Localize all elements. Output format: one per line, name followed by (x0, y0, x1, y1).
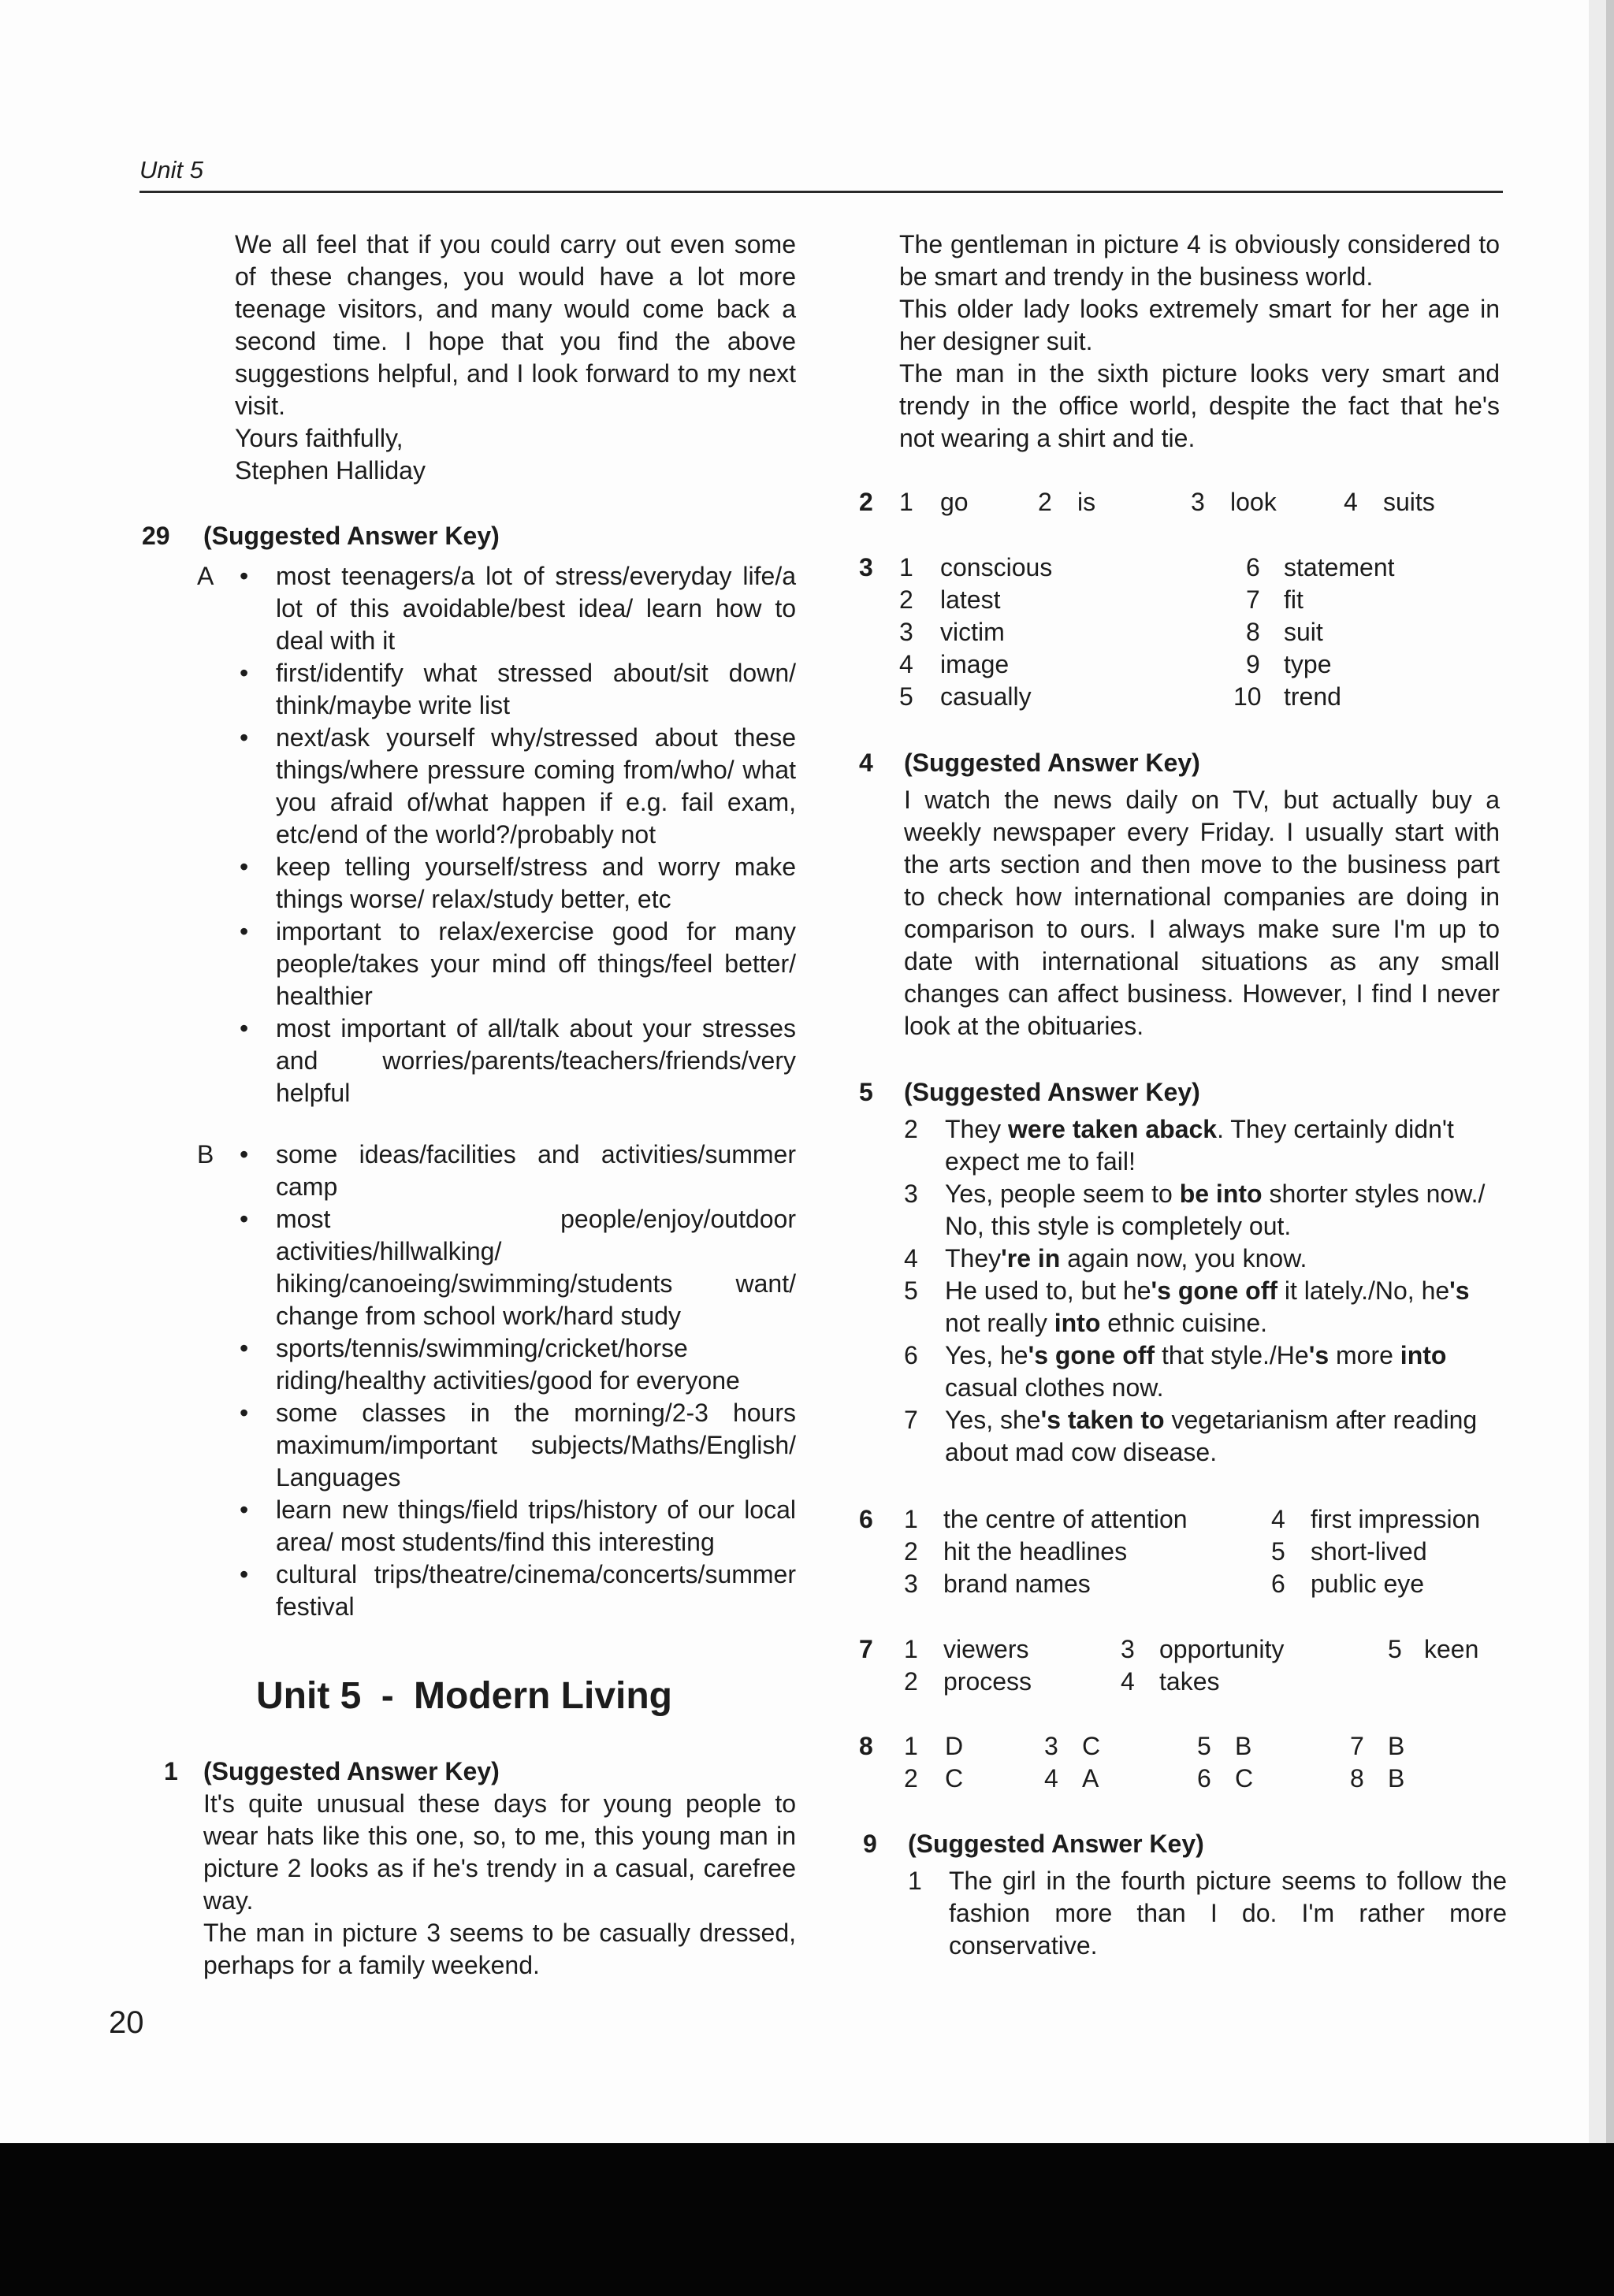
bullet-icon: • (240, 917, 249, 946)
page-edge-shadow (1589, 0, 1606, 2143)
q8-answers (904, 1730, 1519, 1801)
q3-a-2: latest (940, 585, 1001, 614)
q5-answer-row (904, 1178, 1500, 1243)
bullet-item (235, 851, 796, 916)
q3-n-8: 8 (1246, 618, 1260, 646)
q8-n-7: 7 (1350, 1732, 1364, 1760)
q5-answer-number: 7 (904, 1406, 918, 1434)
q29-b-label: B (197, 1140, 214, 1168)
bullet-text: most important of all/talk about your stresses and worries/parents/teachers/friends/very helpful (276, 1014, 796, 1107)
q8-n-3: 3 (1044, 1732, 1058, 1760)
q5-answer-row (904, 1339, 1500, 1404)
q5-answer-text: casual clothes now. (945, 1373, 1164, 1402)
unit-title-dash: - (381, 1675, 394, 1717)
q3-number: 3 (859, 553, 873, 581)
q5-answer-text: Yes, he (945, 1341, 1028, 1369)
q1-right-para-3: The man in the sixth picture looks very smart and trendy in the office world, despite the fact that he's not wearing a shirt and tie. (899, 359, 1500, 452)
q3-n-7: 7 (1246, 585, 1260, 614)
q7-a-2: process (943, 1667, 1032, 1696)
q7-a-5: keen (1424, 1635, 1479, 1663)
q5-block (904, 1076, 1500, 1469)
q5-answer-text: They (945, 1244, 1002, 1272)
page-edge (1606, 0, 1614, 2143)
q8-a-5: B (1235, 1732, 1252, 1760)
q8-a-3: C (1082, 1732, 1101, 1760)
q5-key-phrase: into (1054, 1309, 1101, 1337)
q5-answer-number: 6 (904, 1341, 918, 1369)
q9-block (908, 1828, 1507, 1962)
bullet-text: sports/tennis/swimming/cricket/horse riding/healthy activities/good for everyone (276, 1334, 740, 1395)
page-number: 20 (109, 2005, 144, 2040)
q3-a-1: conscious (940, 553, 1053, 581)
q5-answer-text: it lately./No, he (1277, 1276, 1450, 1305)
q4-heading: (Suggested Answer Key) (904, 749, 1200, 777)
q9-item (908, 1865, 1507, 1962)
q5-answer-row (904, 1275, 1500, 1339)
q5-answer-text: shorter styles now./ No, this style is completely out. (945, 1180, 1486, 1240)
bullet-icon: • (240, 1334, 249, 1362)
bullet-text: some ideas/facilities and activities/summer camp (276, 1140, 796, 1201)
q2-n-3: 3 (1191, 488, 1205, 516)
q5-key-phrase: 's (1449, 1276, 1470, 1305)
q8-a-7: B (1388, 1732, 1405, 1760)
q3-n-2: 2 (899, 585, 913, 614)
q7-n-5: 5 (1388, 1635, 1402, 1663)
q8-n-5: 5 (1197, 1732, 1211, 1760)
q6-n-3: 3 (904, 1570, 918, 1598)
bullet-item (235, 722, 796, 851)
q5-answer-text: not really (945, 1309, 1054, 1337)
q5-answer-text: vegetarianism after reading about mad cow disease. (945, 1406, 1478, 1466)
q1-right-para-1: The gentleman in picture 4 is obviously considered to be smart and trendy in the business world. (899, 230, 1500, 291)
q8-a-1: D (945, 1732, 964, 1760)
q29-heading: (Suggested Answer Key) (203, 522, 500, 550)
q5-answer-row (904, 1404, 1500, 1469)
q8-a-8: B (1388, 1764, 1405, 1793)
q9-item-text: The girl in the fourth picture seems to follow the fashion more than I do. I'm rather more conservative. (949, 1867, 1507, 1960)
q6-a-1: the centre of attention (943, 1505, 1188, 1533)
q7-n-4: 4 (1121, 1667, 1135, 1696)
bullet-item (235, 560, 796, 657)
q7-a-3: opportunity (1159, 1635, 1285, 1663)
bullet-item (235, 1494, 796, 1559)
q5-heading: (Suggested Answer Key) (904, 1078, 1200, 1106)
q9-heading: (Suggested Answer Key) (908, 1830, 1204, 1858)
q2-answers (899, 486, 1514, 519)
q2-a-4: suits (1383, 488, 1435, 516)
q7-a-1: viewers (943, 1635, 1029, 1663)
q29-b-list (235, 1139, 796, 1623)
q8-a-6: C (1235, 1764, 1254, 1793)
q6-number: 6 (859, 1505, 873, 1533)
q8-n-1: 1 (904, 1732, 918, 1760)
q3-a-5: casually (940, 682, 1032, 711)
bullet-icon: • (240, 562, 249, 590)
q3-n-4: 4 (899, 650, 913, 678)
q3-a-4: image (940, 650, 1010, 678)
q5-key-phrase: 's gone off (1028, 1341, 1155, 1369)
bullet-icon: • (240, 1399, 249, 1427)
q1-right-para-2: This older lady looks extremely smart for her age in her designer suit. (899, 295, 1500, 355)
q6-a-5: short-lived (1311, 1537, 1427, 1566)
q2-a-2: is (1077, 488, 1096, 516)
q3-a-10: trend (1284, 682, 1341, 711)
bullet-text: next/ask yourself why/stressed about these things/where pressure coming from/who/ what you afraid of/what happen if e.g. fail exam, etc/end of the world?/probably not (276, 723, 796, 849)
q3-answers (899, 552, 1514, 717)
q1-number: 1 (164, 1757, 178, 1785)
q5-answer-text: He used to, but he (945, 1276, 1151, 1305)
q5-answer-row (904, 1113, 1500, 1178)
q1-right (899, 228, 1500, 455)
q7-answers (904, 1633, 1519, 1704)
q4-text: I watch the news daily on TV, but actually buy a weekly newspaper every Friday. I usually start with the arts section and then move to the business part to check how international companies are doing in comparison to ours. I always make sure I'm up to date with international situations as any small changes can affect business. However, I find I never look at the obituaries. (904, 786, 1500, 1040)
bullet-icon: • (240, 723, 249, 752)
q5-answer-text: . They certainly didn't expect me to fail! (945, 1115, 1454, 1176)
bullet-item (235, 1559, 796, 1623)
bullet-text: most people/enjoy/outdoor activities/hillwalking/ hiking/canoeing/swimming/students want/ change from school work/hard study (276, 1205, 796, 1330)
bullet-item (235, 1203, 796, 1332)
q2-a-1: go (940, 488, 969, 516)
q1-para-1: It's quite unusual these days for young people to wear hats like this one, so, to me, this young man in picture 2 looks as if he's trendy in a casual, carefree way. (203, 1789, 796, 1915)
bullet-text: keep telling yourself/stress and worry make things worse/ relax/study better, etc (276, 853, 796, 913)
q8-n-2: 2 (904, 1764, 918, 1793)
bullet-item (235, 657, 796, 722)
q2-n-1: 1 (899, 488, 913, 516)
q7-number: 7 (859, 1635, 873, 1663)
q9-item-number: 1 (908, 1867, 922, 1895)
q3-n-10: 10 (1233, 682, 1262, 711)
scan-bottom-bar (0, 2143, 1614, 2296)
q5-answer-row (904, 1243, 1500, 1275)
bullet-text: important to relax/exercise good for many people/takes your mind off things/feel better/ healthier (276, 917, 796, 1010)
q4-number: 4 (859, 749, 873, 777)
bullet-item (235, 1332, 796, 1397)
letter-closing: Yours faithfully, (235, 424, 404, 452)
q29-a-list (235, 560, 796, 1109)
q9-number: 9 (863, 1830, 877, 1858)
q29-number: 29 (142, 522, 170, 550)
q3-a-8: suit (1284, 618, 1323, 646)
bullet-item (235, 1012, 796, 1109)
q5-key-phrase: were taken aback (1008, 1115, 1218, 1143)
bullet-text: most teenagers/a lot of stress/everyday life/a lot of this avoidable/best idea/ learn how to deal with it (276, 562, 796, 655)
q5-rows (904, 1113, 1500, 1469)
bullet-text: cultural trips/theatre/cinema/concerts/summer festival (276, 1560, 796, 1621)
q3-n-1: 1 (899, 553, 913, 581)
bullet-item (235, 1139, 796, 1203)
running-header: Unit 5 (139, 156, 203, 184)
q7-n-1: 1 (904, 1635, 918, 1663)
q6-n-6: 6 (1271, 1570, 1285, 1598)
bullet-icon: • (240, 659, 249, 687)
q8-number: 8 (859, 1732, 873, 1760)
q6-a-6: public eye (1311, 1570, 1425, 1598)
q6-n-2: 2 (904, 1537, 918, 1566)
q5-key-phrase: 're in (1001, 1244, 1061, 1272)
q1-heading: (Suggested Answer Key) (203, 1757, 500, 1785)
q5-answer-number: 2 (904, 1115, 918, 1143)
q5-key-phrase: 's taken to (1040, 1406, 1165, 1434)
q5-answer-text: Yes, she (945, 1406, 1041, 1434)
q5-answer-text: that style./He (1155, 1341, 1309, 1369)
q6-n-1: 1 (904, 1505, 918, 1533)
bullet-icon: • (240, 1014, 249, 1042)
q5-key-phrase: 's (1308, 1341, 1330, 1369)
q6-a-4: first impression (1311, 1505, 1481, 1533)
q6-answers (904, 1503, 1519, 1606)
q5-answer-text: Yes, people seem to (945, 1180, 1180, 1208)
q5-key-phrase: be into (1179, 1180, 1263, 1208)
unit-title-number: Unit 5 (256, 1675, 362, 1717)
q7-n-3: 3 (1121, 1635, 1135, 1663)
q2-a-3: look (1230, 488, 1277, 516)
q2-n-2: 2 (1038, 488, 1052, 516)
letter-signature: Stephen Halliday (235, 456, 426, 485)
q29-a-label: A (197, 562, 214, 590)
q6-a-2: hit the headlines (943, 1537, 1128, 1566)
bullet-icon: • (240, 1140, 249, 1168)
q5-answer-text: ethnic cuisine. (1100, 1309, 1268, 1337)
q5-answer-text: more (1329, 1341, 1400, 1369)
q4-block (904, 747, 1500, 1042)
q3-n-5: 5 (899, 682, 913, 711)
unit-title-name: Modern Living (414, 1675, 672, 1717)
q5-key-phrase: 's gone off (1151, 1276, 1277, 1305)
bullet-icon: • (240, 1560, 249, 1588)
unit-title (256, 1674, 672, 1718)
letter-paragraph: We all feel that if you could carry out even some of these changes, you would have a lot more teenage visitors, and many would come back a second time. I hope that you find the above suggestions helpful, and I look forward to my next visit. (235, 230, 796, 420)
bullet-item (235, 1397, 796, 1494)
q5-answer-number: 4 (904, 1244, 918, 1272)
q5-number: 5 (859, 1078, 873, 1106)
q3-a-7: fit (1284, 585, 1303, 614)
q5-answer-number: 3 (904, 1180, 918, 1208)
q6-n-5: 5 (1271, 1537, 1285, 1566)
bullet-text: some classes in the morning/2-3 hours maximum/important subjects/Maths/English/ Languages (276, 1399, 796, 1492)
q2-n-4: 4 (1344, 488, 1358, 516)
q3-n-3: 3 (899, 618, 913, 646)
letter-ending (235, 228, 796, 487)
q8-n-8: 8 (1350, 1764, 1364, 1793)
q8-n-4: 4 (1044, 1764, 1058, 1793)
q5-answer-text: They (945, 1115, 1009, 1143)
q7-n-2: 2 (904, 1667, 918, 1696)
bullet-text: first/identify what stressed about/sit down/ think/maybe write list (276, 659, 796, 719)
q2-number: 2 (859, 488, 873, 516)
bullet-item (235, 916, 796, 1012)
bullet-text: learn new things/field trips/history of our local area/ most students/find this interesting (276, 1495, 796, 1556)
q3-n-6: 6 (1246, 553, 1260, 581)
q8-a-4: A (1082, 1764, 1099, 1793)
q3-n-9: 9 (1246, 650, 1260, 678)
q5-answer-number: 5 (904, 1276, 918, 1305)
q6-n-4: 4 (1271, 1505, 1285, 1533)
q6-a-3: brand names (943, 1570, 1091, 1598)
q5-answer-text: again now, you know. (1060, 1244, 1307, 1272)
q3-a-3: victim (940, 618, 1005, 646)
q3-a-6: statement (1284, 553, 1395, 581)
q8-a-2: C (945, 1764, 964, 1793)
header-rule (139, 191, 1503, 193)
bullet-icon: • (240, 1495, 249, 1524)
q5-key-phrase: into (1400, 1341, 1447, 1369)
q7-a-4: takes (1159, 1667, 1220, 1696)
q1-para-2: The man in picture 3 seems to be casually dressed, perhaps for a family weekend. (203, 1919, 796, 1979)
q1-left (203, 1755, 796, 1982)
bullet-icon: • (240, 1205, 249, 1233)
q8-n-6: 6 (1197, 1764, 1211, 1793)
bullet-icon: • (240, 853, 249, 881)
q3-a-9: type (1284, 650, 1332, 678)
